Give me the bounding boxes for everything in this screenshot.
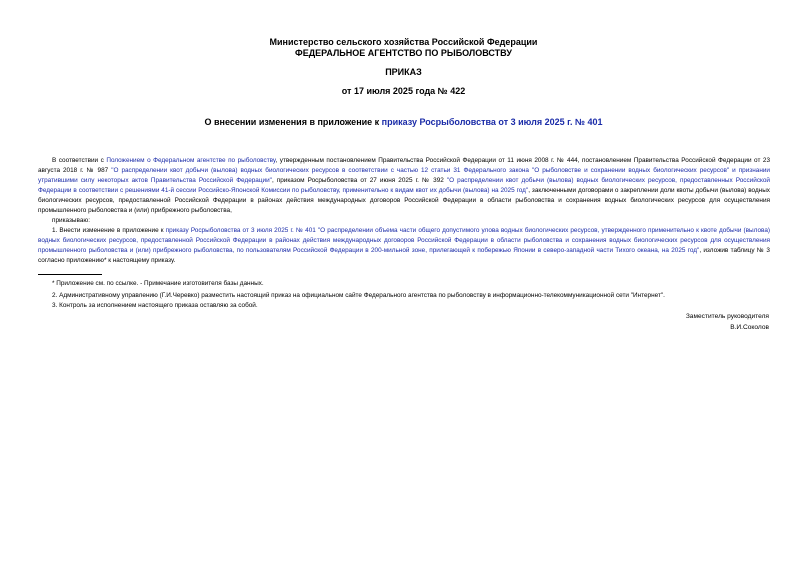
preamble-text-1: В соответствии с <box>52 157 107 164</box>
order-word: приказываю: <box>52 217 90 224</box>
footnote-separator <box>38 274 102 275</box>
order-401-link[interactable]: приказу Росрыболовства от 3 июля 2025 г. № 401 "О распределении объема части общего допустимого улова водных биологических ресурсов, утвержденного применительно к квоте добычи (вылова) водных биологических ресурсов, предоставленной Российской Федерации в районах действия международных договоров Российской Федерации в области рыболовства и сохранения водных биологических ресурсов для осуществления промышленного рыболовства и (или) прибрежного рыболовства, по пользователям Российской Федерации в 200-мильной зоне, прилегающей к побережью Японии в северо-западной части Тихого океана, на 2025 год" <box>38 227 771 254</box>
agency-name: ФЕДЕРАЛЬНОЕ АГЕНТСТВО ПО РЫБОЛОВСТВУ <box>295 48 512 58</box>
item1-text-2: , изложив таблицу № 3 согласно приложению* к настоящему приказу. <box>38 247 770 264</box>
document-title <box>0 117 807 127</box>
item-3 <box>38 301 770 311</box>
order-392-link[interactable]: "О распределении квот добычи (вылова) водных биологических ресурсов, предоставленных Российской Федерации в соответствии с решениями 41-й сессии Российско-Японской Комиссии по рыболовству, применительно к видам квот их добычи (вылова) на 2025 год" <box>38 177 770 194</box>
resolution-987-link[interactable]: "О распределении квот добычи (вылова) водных биологических ресурсов в соответствии с частью 12 статьи 31 Федерального закона "О рыболовстве и сохранении водных биологических ресурсов" и признании утратившими силу некоторых актов Правительства Российской Федерации" <box>38 167 770 184</box>
signature-name: В.И.Соколов <box>730 324 769 331</box>
item-3-text: 3. Контроль за исполнением настоящего приказа оставляю за собой. <box>52 302 258 309</box>
title-link[interactable]: приказу Росрыболовства от 3 июля 2025 г. № 401 <box>381 117 603 127</box>
item-2 <box>38 291 770 301</box>
preamble <box>38 156 770 226</box>
preamble-text-5: , заключенными договорами о закреплении доли квоты добычи (вылова) водных биологических ресурсов, предоставленной Российской Федерации в районах действия международных договоров Российской Федерации в области рыболовства и сохранения водных биологических ресурсов для осуществления промышленного рыболовства и (или) прибрежного рыболовства, <box>38 187 770 214</box>
item1-text-1: 1. Внести изменение в приложение к <box>52 227 166 234</box>
footnote-block <box>38 279 770 289</box>
preamble-text-3: , постановлением Правительства Российской Федерации от 23 августа 2018 г. № 987 <box>38 157 771 174</box>
document-type: ПРИКАЗ <box>385 67 422 77</box>
footnote: * Приложение см. по ссылке. - Примечание изготовителя базы данных. <box>52 280 264 287</box>
regulation-link[interactable]: Положением о Федеральном агентстве по рыболовству <box>106 157 276 164</box>
document-date-number: от 17 июля 2025 года № 422 <box>341 86 466 96</box>
preamble-text-2: , утвержденным постановлением Правительства Российской Федерации от 11 июня 2008 г. № 444 <box>275 157 578 164</box>
ministry-name: Министерство сельского хозяйства Российской Федерации <box>269 37 538 47</box>
item-1 <box>38 226 770 266</box>
title-prefix: О внесении изменения в приложение к <box>204 117 382 127</box>
preamble-text-4: , приказом Росрыболовства от 27 июня 2025 г. № 392 <box>271 177 447 184</box>
signature-position: Заместитель руководителя <box>685 313 769 320</box>
item-2-text: 2. Административному управлению (Г.И.Черевко) разместить настоящий приказ на официальном сайте Федерального агентства по рыболовству в информационно-телекоммуникационной сети "Интернет". <box>52 292 665 299</box>
